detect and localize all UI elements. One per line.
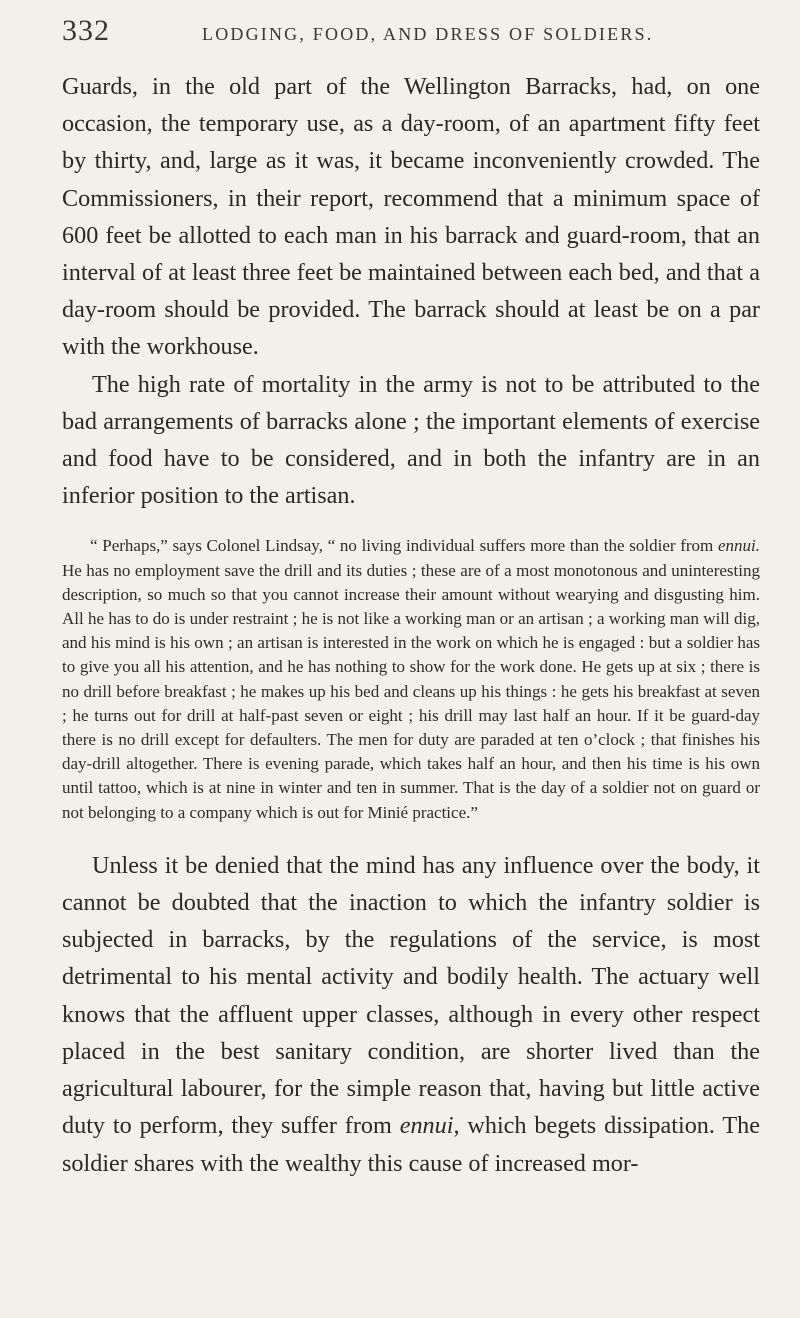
page-header [62, 0, 760, 46]
paragraph-inaction-start: Unless it be denied that the mind has any influence over the body, it cannot be doubted that the inaction to which the infantry soldier is subjected in barracks, by the regulations of the service, is most detrimental to his mental activity and bodily health. The actuary well knows that the affluent upper classes, although in every other respect placed in the best sanitary condition, are shorter lived than the agricultural labourer, for the simple reason that, having but little active duty to perform, they suffer from [62, 851, 760, 1140]
quote-ennui-italic: ennui. [717, 536, 760, 556]
page-number: 332 [62, 14, 110, 47]
paragraph-inaction-end: which begets dissipation. The soldier shares with the wealthy this cause of increased mor- [62, 1112, 760, 1177]
paragraph-inaction [62, 847, 760, 1182]
quote-text-start: “ Perhaps,” says Colonel Lindsay, “ no living individual suffers more than the soldier from [90, 536, 718, 556]
paragraph-mortality: The high rate of mortality in the army is not to be attributed to the bad arrangements of barracks alone ; the important elements of exercise and food have to be considered, and in both the infantry are in an inferior position to the artisan. [62, 370, 760, 510]
quote-text-rest: He has no employment save the drill and its duties ; these are of a most monotonous and uninteresting description, so much so that you cannot increase their amount without wearying and disgusting him. All he has to do is under restraint ; he is not like a working man or an artisan ; a working man will dig, and his mind is his own ; an artisan is interested in the work on which he is engaged : but a soldier has to give you all his attention, and he has nothing to show for the work done. He gets up at six ; there is no drill before breakfast ; he makes up his bed and cleans up his things : he gets his breakfast at seven ; he turns out for drill at half-past seven or eight ; his drill may last half an hour. If it be guard-day there is no drill except for defaulters. The men for duty are paraded at ten o’clock ; that finishes his day-drill altogether. There is evening parade, which takes half an hour, and then his time is his own until tattoo, which is at nine in winter and ten in summer. That is the day of a soldier not on guard or not belonging to a company which is out for Minié practice.” [62, 560, 760, 822]
block-quote-lindsay [62, 534, 760, 824]
paragraph-continuation: Guards, in the old part of the Wellington Barracks, had, on one occasion, the temporary use, as a day-room, of an apartment fifty feet by thirty, and, large as it was, it became inconveniently crowded. The Commissioners, in their report, recommend that a minimum space of 600 feet be allotted to each man in his barrack and guard-room, that an interval of at least three feet be maintained between each bed, and that a day-room should be provided. The barrack should at least be on a par with the workhouse. [62, 73, 760, 361]
running-head: LODGING, FOOD, AND DRESS OF SOLDIERS. [202, 24, 654, 44]
paragraph-ennui-italic: ennui, [399, 1112, 460, 1140]
